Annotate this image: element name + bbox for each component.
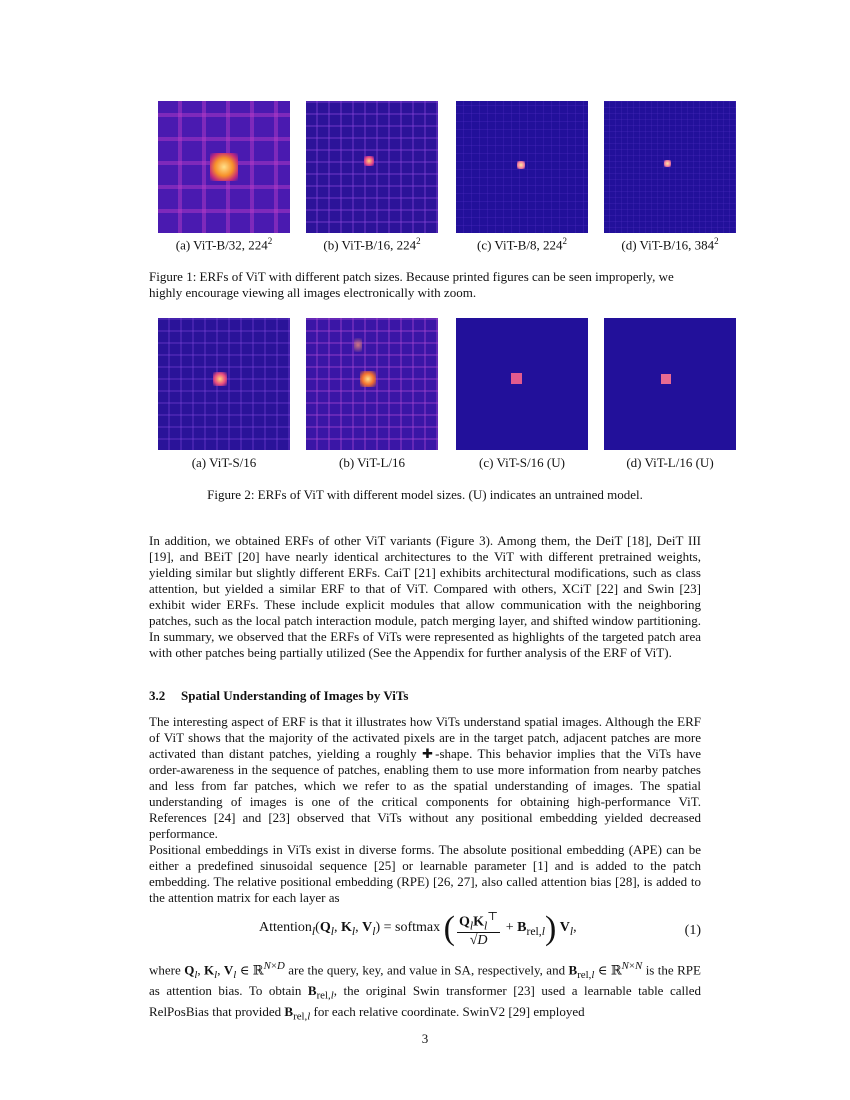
fig1-panel-b-image [306,101,438,233]
fig1-panel-c-label: (c) ViT-B/8, $224^2$ [476,236,568,253]
equation-attention [149,909,701,955]
fig1-panel-a-label: (a) ViT-B/32, $224^2$ [175,236,273,253]
page-number: 3 [421,1031,429,1046]
fig2-caption: Figure 2: ERFs of ViT with different model sizes. (U) indicates an untrained model. [207,487,643,502]
fig2-panel-b-image [306,318,438,450]
fig1-caption: Figure 1: ERFs of ViT with different patch sizes. Because printed figures can be seen improperly, we highly encourage viewing all images electronically with zoom. [149,269,674,300]
section-heading [149,688,408,704]
fig1-panel-d-image [604,101,736,233]
fig2-panel-a-image [158,318,290,450]
fig1-panel-a-image [158,101,290,233]
paragraph-positional-embeddings: Positional embeddings in ViTs exist in diverse forms. The absolute positional embedding (APE) can be either a predefined sinusoidal sequence [25] or learnable parameter [1] and is added to the patch embedding. The relative positional embedding (RPE) [26, 27], also called attention bias [28], is added to the attention matrix for each layer as [149,842,701,905]
paragraph-erf-variants: In addition, we obtained ERFs of other ViT variants (Figure 3). Among them, the DeiT [18], DeiT III [19], and BEiT [20] have nearly identical architectures to the ViT with different pretrained weights, yielding similar but slightly different ERFs. CaiT [21] exhibits architectural modifications, such as class attention, but yielded a similar ERF to that of ViT. Compared with others, XCiT [22] and Swin [23] exhibit wider ERFs. These include explicit modules that allow communication with the neighboring patches, such as the local patch interaction module, patch merging layer, and shifted window partitioning. In summary, we observed that the ERFs of ViTs were represented as highlights of the targeted patch area with other patches being partially utilized (See the Appendix for further analysis of the ERF of ViT). [149,533,701,660]
fig2-panel-b-label: (b) ViT-L/16 [338,455,406,470]
fig2-panel-d-image [604,318,736,450]
fig1-panel-c-image [456,101,588,233]
fig1-panel-d-label: (d) ViT-B/16, $384^2$ [621,236,719,253]
section-number: 3.2 [149,688,166,703]
equation-number: (1) [684,923,701,938]
fig2-panel-a-label: (a) ViT-S/16 [191,455,257,470]
fig1-panel-b-label: (b) ViT-B/16, $224^2$ [323,236,421,253]
section-title: Spatial Understanding of Images by ViTs [181,688,409,703]
paragraph-rpe-definition: where $Q_l$, $K_l$, $V_l$ ∈ ℝ$^{N\times D}$ are the query, key, and value in SA, respectively, and $B_{rel,l}$ ∈ ℝ$^{N\times N}$ is the RPE as attention bias. To obtain $B_{rel,l}$, the original Swin transformer [23] used a learnable table called RelPosBias that provided $B_{rel,l}$ for each relative coordinate. SwinV2 [29] employed [149,960,701,1023]
equation-body: $Attention_l(Q_l$, $K_l$, $V_l$) = softmax ( $\frac{Q_lK_l^⊤}{√D}$ + $B_{rel,l}$) $V_l$, [259,910,577,949]
fig2-panel-c-label: (c) ViT-S/16 (U) [479,455,565,470]
fig2-panel-c-image [456,318,588,450]
paragraph-spatial-understanding: The interesting aspect of ERF is that it illustrates how ViTs understand spatial images. Although the ERF of ViT shows that the majority of the activated pixels are in the target patch, adjacent patches are more activated than distant patches, yielding a roughly ✚-shape. This behavior implies that the ViTs have order-awareness in the sequence of patches, enabling them to use more information from nearby patches and less from far patches, which we refer to as the spatial understanding of images. The spatial understanding of images is one of the critical components for obtaining high-performance ViT. References [24] and [23] observed that ViTs without any positional embedding yielded decreased performance. [149,714,701,841]
fig2-panel-d-label: (d) ViT-L/16 (U) [626,455,714,470]
